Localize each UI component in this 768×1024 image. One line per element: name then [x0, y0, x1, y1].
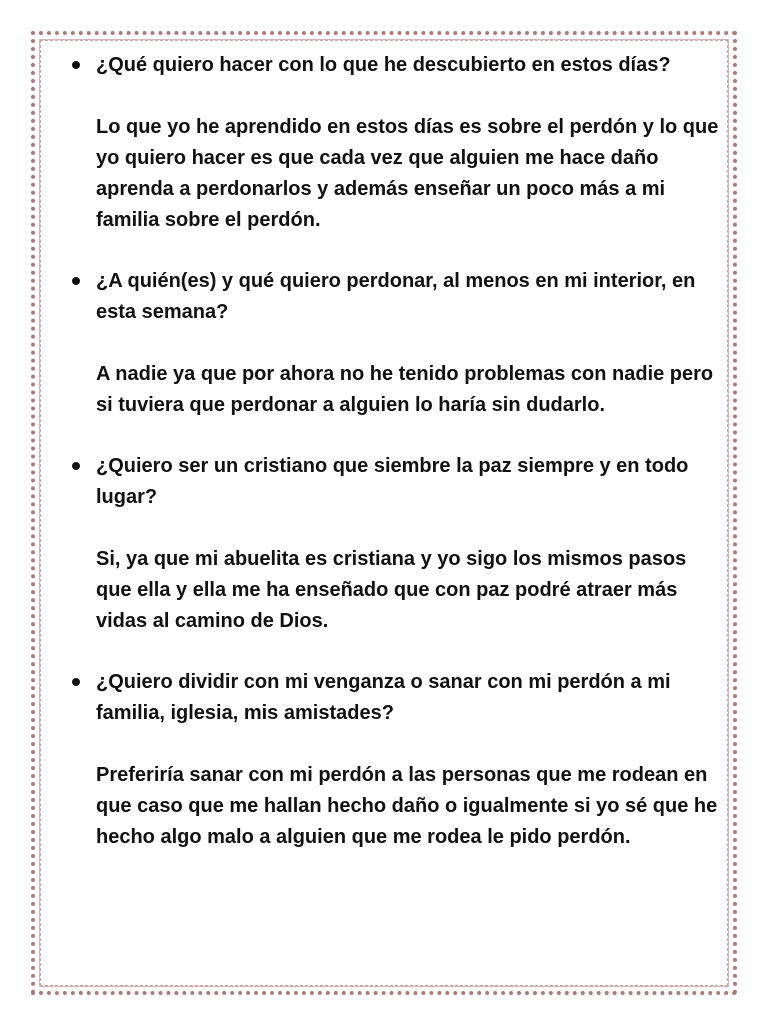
list-item: [70, 50, 720, 236]
answer-text-3: Si, ya que mi abuelita es cristiana y yo sigo los mismos pasos que ella y ella me ha enseñado que con paz podré atraer más vidas al camino de Dios.: [96, 548, 687, 632]
question-label: ¿Qué quiero hacer con lo que he descubierto en estos días?: [96, 54, 671, 76]
answer-text-4: Preferiría sanar con mi perdón a las personas que me rodean en que caso que me hallan hecho daño o igualmente si yo sé que he hecho algo malo a alguien que me rodea le pido perdón.: [96, 764, 718, 848]
question-text-4: [70, 667, 720, 729]
question-label: ¿Quiero dividir con mi venganza o sanar con mi perdón a mi familia, iglesia, mis amistades?: [96, 671, 671, 724]
list-item: [70, 266, 720, 421]
question-label: ¿Quiero ser un cristiano que siembre la paz siempre y en todo lugar?: [96, 455, 689, 508]
bullet-icon: [72, 61, 80, 69]
answer-text-1: Lo que yo he aprendido en estos días es sobre el perdón y lo que yo quiero hacer es que cada vez que alguien me hace daño aprenda a perdonarlos y además enseñar un poco más a mi familia sobre el perdón.: [96, 116, 719, 231]
question-text-3: [70, 451, 720, 513]
bullet-icon: [72, 462, 80, 470]
bullet-icon: [72, 277, 80, 285]
question-text-2: [70, 266, 720, 328]
list-item: [70, 667, 720, 853]
question-text-1: [70, 50, 720, 81]
question-label: ¿A quién(es) y qué quiero perdonar, al menos en mi interior, en esta semana?: [96, 270, 696, 323]
bullet-icon: [72, 678, 80, 686]
answer-text-2: A nadie ya que por ahora no he tenido problemas con nadie pero si tuviera que perdonar a alguien lo haría sin dudarlo.: [96, 363, 714, 416]
document-body: [70, 50, 720, 883]
list-item: [70, 451, 720, 637]
